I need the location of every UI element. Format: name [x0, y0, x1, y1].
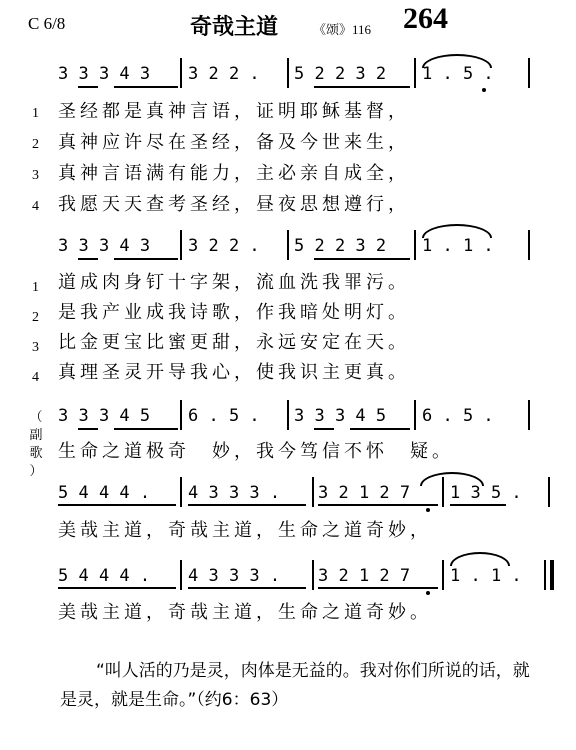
measure-4: 1 . 5 .	[422, 64, 494, 84]
verse-number: 3	[32, 340, 39, 355]
barline	[180, 58, 182, 88]
barline	[442, 560, 444, 590]
lyric-line: 生命之道极奇 妙，我今笃信不怀 疑。	[58, 441, 454, 462]
measure-1: 3 3 3 4 5	[58, 406, 151, 426]
beam	[188, 504, 306, 506]
beam	[114, 258, 178, 260]
barline	[528, 230, 530, 260]
beam	[188, 587, 306, 589]
measure-2: 3 2 2 .	[188, 236, 260, 256]
verse-number: 4	[32, 199, 39, 214]
octave-dot	[482, 88, 486, 92]
measure-2: 4 3 3 3 .	[188, 566, 281, 586]
barline	[180, 230, 182, 260]
lyric-line: 美哉主道，奇哉主道，生命之道奇妙。	[58, 602, 432, 623]
lyric-line: 比金更宝比蜜更甜，永远安定在天。	[58, 332, 410, 353]
octave-dot	[426, 508, 430, 512]
lyric-line: 我愿天天查考圣经，昼夜思想遵行，	[58, 194, 410, 215]
barline	[180, 477, 182, 507]
beam	[318, 504, 438, 506]
beam	[114, 86, 178, 88]
beam	[58, 587, 176, 589]
lyric-line: 道成肉身钉十字架，流血洗我罪污。	[58, 272, 410, 293]
beam	[78, 258, 98, 260]
beam	[78, 428, 98, 430]
measure-3: 3 3 3 4 5	[294, 406, 387, 426]
final-barline	[544, 560, 554, 590]
refrain-label: （ 副歌 ）	[29, 410, 43, 479]
beam	[314, 86, 410, 88]
octave-dot	[426, 591, 430, 595]
measure-1: 3 3 3 4 3	[58, 236, 151, 256]
lyric-line: 真神言语满有能力，主必亲自成全，	[58, 163, 410, 184]
measure-3: 3 2 1 2 7	[318, 566, 411, 586]
beam	[314, 428, 334, 430]
measure-4: 1 . 1 .	[450, 566, 522, 586]
tie-slur	[420, 472, 484, 486]
barline	[528, 58, 530, 88]
barline	[548, 477, 550, 507]
beam	[78, 86, 98, 88]
barline	[414, 58, 416, 88]
lyric-line: 真理圣灵开导我心，使我识主更真。	[58, 362, 410, 383]
beam	[450, 504, 506, 506]
barline	[528, 400, 530, 430]
lyric-line: 美哉主道，奇哉主道，生命之道奇妙，	[58, 520, 432, 541]
measure-4: 1 3 5 .	[450, 483, 522, 503]
measure-1: 3 3 3 4 3	[58, 64, 151, 84]
measure-4: 1 . 1 .	[422, 236, 494, 256]
barline	[180, 400, 182, 430]
measure-1: 5 4 4 4 .	[58, 566, 151, 586]
verse-number: 4	[32, 370, 39, 385]
lyric-line: 真神应许尽在圣经，备及今世来生，	[58, 132, 410, 153]
barline	[312, 560, 314, 590]
tie-slur	[422, 224, 492, 238]
beam	[314, 258, 410, 260]
beam	[114, 428, 178, 430]
measure-3: 5 2 2 3 2	[294, 236, 387, 256]
measure-2: 6 . 5 .	[188, 406, 260, 426]
beam	[350, 428, 410, 430]
verse-number: 3	[32, 168, 39, 183]
barline	[287, 230, 289, 260]
measure-2: 4 3 3 3 .	[188, 483, 281, 503]
verse-number: 2	[32, 310, 39, 325]
hymn-number: 264	[403, 2, 448, 35]
verse-number: 1	[32, 106, 39, 121]
measure-1: 5 4 4 4 .	[58, 483, 151, 503]
verse-number: 1	[32, 280, 39, 295]
verse-number: 2	[32, 137, 39, 152]
barline	[287, 400, 289, 430]
measure-2: 3 2 2 .	[188, 64, 260, 84]
lyric-line: 是我产业成我诗歌，作我暗处明灯。	[58, 302, 410, 323]
hymn-title: 奇哉主道	[190, 15, 279, 40]
barline	[414, 400, 416, 430]
tie-slur	[450, 552, 510, 566]
measure-3: 5 2 2 3 2	[294, 64, 387, 84]
measure-3: 3 2 1 2 7	[318, 483, 411, 503]
barline	[180, 560, 182, 590]
scripture-quote: “叫人活的乃是灵，肉体是无益的。我对你们所说的话，就是灵，就是生命。”（约6：63）	[60, 661, 530, 710]
tie-slur	[422, 54, 492, 68]
measure-4: 6 . 5 .	[422, 406, 494, 426]
barline	[312, 477, 314, 507]
barline	[287, 58, 289, 88]
beam	[318, 587, 438, 589]
key-signature: C 6/8	[28, 14, 66, 33]
lyric-line: 圣经都是真神言语，证明耶稣基督，	[58, 101, 410, 122]
beam	[58, 504, 176, 506]
hymn-source: 《颂》116	[313, 22, 372, 37]
barline	[414, 230, 416, 260]
